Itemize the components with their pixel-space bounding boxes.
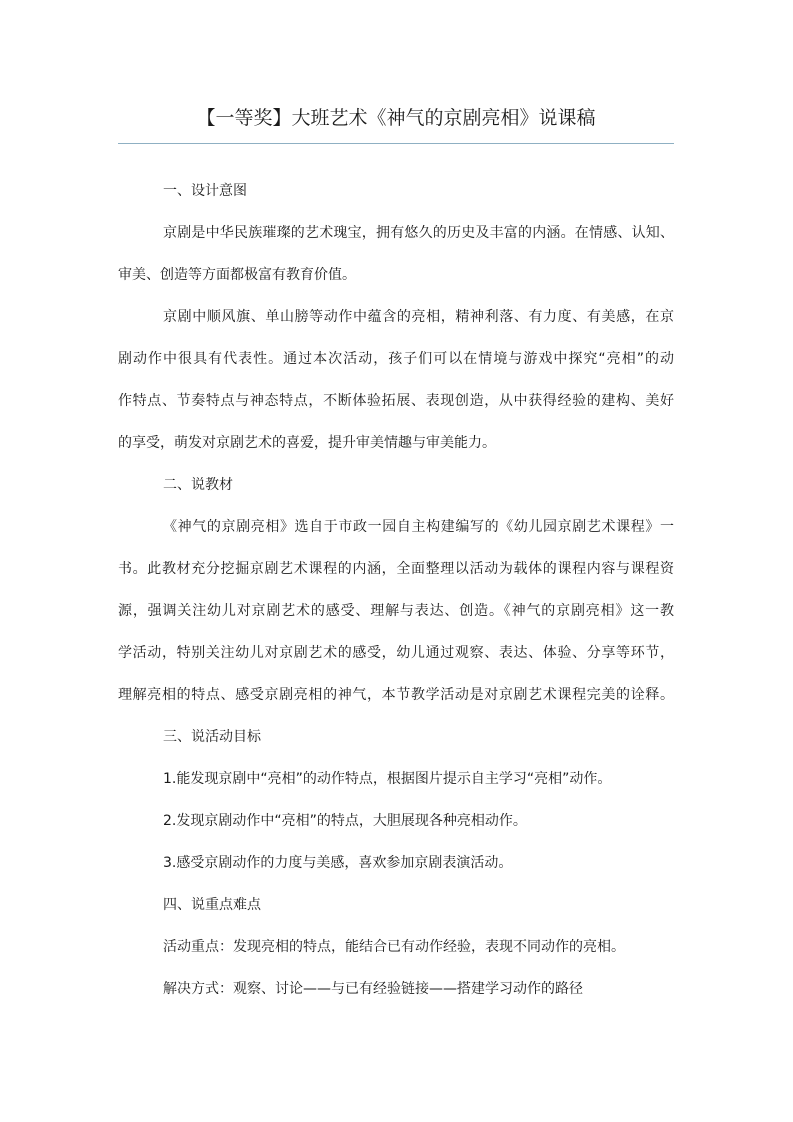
paragraph-line: 学活动，特别关注幼儿对京剧艺术的感受，幼儿通过观察、表达、体验、分享等环节， (118, 645, 674, 661)
section-heading-activity-goals: 三、说活动目标 (163, 729, 261, 745)
title-divider (118, 143, 674, 144)
key-point-item: 活动重点：发现亮相的特点，能结合已有动作经验，表现不同动作的亮相。 (163, 939, 625, 955)
paragraph-line: 理解亮相的特点、感受京剧亮相的神气，本节教学活动是对京剧艺术课程完美的诠释。 (118, 687, 674, 703)
document-title: 【一等奖】大班艺术《神气的京剧亮相》说课稿 (196, 107, 596, 129)
paragraph-line: 的享受，萌发对京剧艺术的喜爱，提升审美情趣与审美能力。 (118, 435, 496, 451)
section-heading-key-points: 四、说重点难点 (163, 897, 261, 913)
section-heading-design-intent: 一、设计意图 (163, 183, 247, 199)
goal-item: 2.发现京剧动作中“亮相”的特点，大胆展现各种亮相动作。 (163, 813, 527, 829)
goal-item: 1.能发现京剧中“亮相”的动作特点，根据图片提示自主学习“亮相”动作。 (163, 771, 612, 787)
paragraph-line: 作特点、节奏特点与神态特点，不断体验拓展、表现创造，从中获得经验的建构、美好 (118, 393, 674, 409)
paragraph-line: 书。此教材充分挖掘京剧艺术课程的内涵，全面整理以活动为载体的课程内容与课程资 (118, 561, 674, 577)
section-heading-teaching-material: 二、说教材 (163, 477, 233, 493)
paragraph-line: 《神气的京剧亮相》选自于市政一园自主构建编写的《幼儿园京剧艺术课程》一 (163, 519, 674, 535)
paragraph-line: 源，强调关注幼儿对京剧艺术的感受、理解与表达、创造。《神气的京剧亮相》这一教 (118, 603, 674, 619)
key-point-item: 解决方式：观察、讨论——与已有经验链接——搭建学习动作的路径 (163, 981, 583, 997)
goal-item: 3.感受京剧动作的力度与美感，喜欢参加京剧表演活动。 (163, 855, 513, 871)
document-body (118, 170, 674, 1010)
paragraph-line: 审美、创造等方面都极富有教育价值。 (118, 267, 356, 283)
paragraph-line: 剧动作中很具有代表性。通过本次活动，孩子们可以在情境与游戏中探究“亮相”的动 (118, 351, 674, 367)
paragraph-line: 京剧是中华民族璀璨的艺术瑰宝，拥有悠久的历史及丰富的内涵。在情感、认知、 (163, 225, 674, 241)
paragraph-line: 京剧中顺风旗、单山膀等动作中蕴含的亮相，精神利落、有力度、有美感，在京 (163, 309, 674, 325)
